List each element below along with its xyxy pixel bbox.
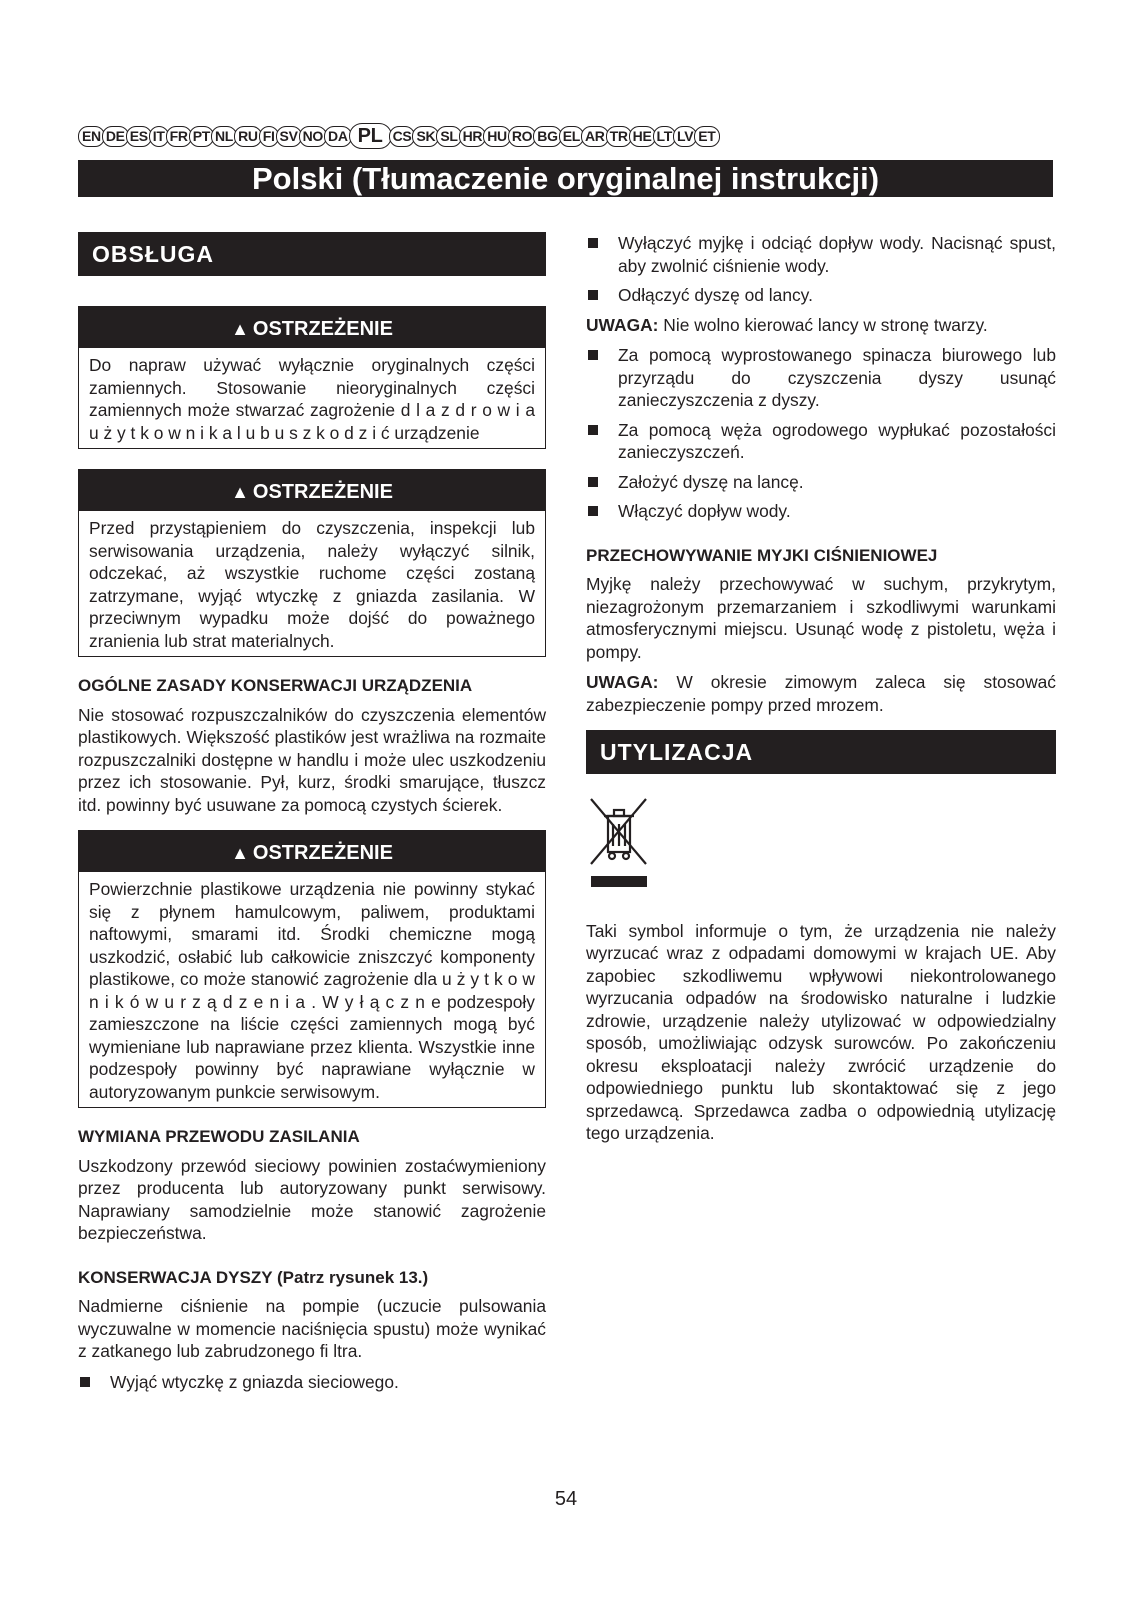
language-badge-en: EN	[78, 126, 105, 147]
language-badge-hu: HU	[483, 126, 511, 147]
language-badge-nl: NL	[211, 126, 237, 147]
language-badge-de: DE	[102, 126, 129, 147]
language-badge-fr: FR	[166, 126, 192, 147]
bullet-square-icon	[588, 350, 598, 360]
heading-power-cord: WYMIANA PRZEWODU ZASILANIA	[78, 1127, 360, 1146]
warning-text: Do napraw używać wyłącznie oryginalnych części zamiennych. Stosowanie nieoryginalnych części zamiennych może stwarzać zagrożenie d l a z d r o w i a u ż y t k o w n i k a l u b u s z k o d z i ć urządzenie	[89, 355, 535, 443]
language-badge-bg: BG	[533, 126, 561, 147]
list-item: Za pomocą węża ogrodowego wypłukać pozostałości zanieczyszczeń.	[586, 419, 1056, 464]
heading-nozzle-maintenance: KONSERWACJA DYSZY (Patrz rysunek 13.)	[78, 1267, 429, 1287]
heading-storage: PRZECHOWYWANIE MYJKI CIŚNIENIOWEJ	[586, 545, 938, 565]
list-item: Odłączyć dyszę od lancy.	[586, 284, 1056, 307]
warning-box-cleaning	[78, 469, 546, 657]
bullet-square-icon	[588, 290, 598, 300]
warning-text: Przed przystąpieniem do czyszczenia, inspekcji lub serwisowania urządzenia, należy wyłączyć silnik, odczekać, aż wszystkie ruchome części zostaną zatrzymane, wyjąć wtyczkę z gniazda zasilania. W przeciwnym wypadku może dojść do poważnego zranienia lub strat materialnych.	[89, 518, 535, 651]
paragraph-nozzle-maintenance: Nadmierne ciśnienie na pompie (uczucie pulsowania wyczuwalne w momencie naciśnięcia spustu) może wynikać z zatkanego lub zabrudzonego fi ltra.	[78, 1296, 546, 1361]
paragraph-storage: Myjkę należy przechowywać w suchym, przykrytym, niezagrożonym przemarzaniem i szkodliwymi warunkami atmosferycznymi miejscu. Usunąć wodę z pistoletu, węża i pompy.	[586, 574, 1056, 662]
warning-text: Powierzchnie plastikowe urządzenia nie powinny stykać się z płynem hamulcowym, paliwem, produktami naftowymi, smarami itd. Środki chemiczne mogą uszkodzić, osłabić lub całkowicie zniszczyć komponenty plastikowe, co może stanowić zagrożenie dla u ż y t k o w n i k ó w u r z ą d z e n i a . W y ł ą c z n e podzespoły zamieszczone na liście części zamiennych mogą być wymieniane lub naprawiane przez klienta. Wszystkie inne podzespoły powinny być naprawiane wyłącznie w autoryzowanym punkcie serwisowym.	[89, 879, 535, 1102]
warning-triangle-icon: ▲	[231, 843, 249, 863]
language-badge-es: ES	[126, 126, 152, 147]
warning-title: OSTRZEŻENIE	[252, 318, 393, 340]
warning-title: OSTRZEŻENIE	[252, 842, 393, 864]
note-face-warning: UWAGA: Nie wolno kierować lancy w stronę twarzy.	[586, 314, 988, 335]
warning-box-plastics	[78, 830, 546, 1108]
note-winter: UWAGA: W okresie zimowym zaleca się stosować zabezpieczenie pompy przed mrozem.	[586, 672, 1056, 715]
language-badge-tr: TR	[606, 126, 632, 147]
paragraph-disposal: Taki symbol informuje o tym, że urządzenia nie należy wyrzucać wraz z odpadami domowymi w krajach UE. Aby zapobiec szkodliwemu wpływowi niekontrolowanego wyrzucania odpadów na środowisko naturalne i ludzkie zdrowie, urządzenie należy utylizować w odpowiedzialny sposób, umożliwiając odzysk surowców. Po zakończeniu okresu eksploatacji należy zwrócić urządzenie do odpowiedniego punktu lub skontaktować się z jego sprzedawcą. Sprzedawca zadba o odpowiednią utylizację tego urządzenia.	[586, 920, 1056, 1143]
warning-header	[79, 831, 545, 872]
bullet-square-icon	[588, 425, 598, 435]
language-badge-sv: SV	[276, 126, 302, 147]
warning-title: OSTRZEŻENIE	[252, 481, 393, 503]
list-item: Wyłączyć myjkę i odciąć dopływ wody. Nacisnąć spust, aby zwolnić ciśnienie wody.	[586, 232, 1056, 277]
paragraph-power-cord: Uszkodzony przewód sieciowy powinien zostaćwymieniony przez producenta lub autoryzowany punkt serwisowy. Naprawiany samodzielnie może stanowić zagrożenie bezpieczeństwa.	[78, 1155, 546, 1243]
paragraph-general-maintenance: Nie stosować rozpuszczalników do czyszczenia elementów plastikowych. Większość plastików jest wrażliwa na rozmaite rozpuszczalniki dostępne w handlu i może ulec uszkodzeniu przez ich stosowanie. Pył, kurz, środki smarujące, tłuszcz itd. powinny być usuwane za pomocą czystych ścierek.	[78, 704, 546, 815]
language-badge-cs: CS	[389, 126, 416, 147]
section-heading-operation: OBSŁUGA	[78, 232, 546, 276]
language-badge-pt: PT	[189, 126, 214, 147]
language-badge-sl: SL	[436, 126, 461, 147]
bullet-square-icon	[80, 1377, 90, 1387]
language-badge-et: ET	[694, 126, 719, 147]
page-number: 54	[554, 1488, 578, 1510]
list-item: Założyć dyszę na lancę.	[586, 471, 1056, 494]
left-column	[78, 232, 546, 1400]
bullet-square-icon	[588, 238, 598, 248]
language-badge-ar: AR	[581, 126, 609, 147]
list-item: Za pomocą wyprostowanego spinacza biurowego lub przyrządu do czyszczenia dyszy usunąć zanieczyszczenia z dyszy.	[586, 344, 1056, 412]
section-heading-disposal: UTYLIZACJA	[586, 730, 1056, 774]
warning-triangle-icon: ▲	[231, 319, 249, 339]
language-badge-hr: HR	[459, 126, 487, 147]
weee-crossed-bin-icon	[588, 796, 1056, 898]
warning-box-parts	[78, 306, 546, 449]
heading-general-maintenance: OGÓLNE ZASADY KONSERWACJI URZĄDZENIA	[78, 676, 473, 695]
language-badge-da: DA	[324, 126, 352, 147]
language-badge-pl: PL	[349, 123, 392, 149]
language-badge-el: EL	[559, 126, 584, 147]
bullet-square-icon	[588, 477, 598, 487]
warning-header	[79, 470, 545, 511]
language-badge-ro: RO	[508, 126, 536, 147]
language-badge-no: NO	[299, 126, 327, 147]
bullet-square-icon	[588, 506, 598, 516]
list-item: Wyjąć wtyczkę z gniazda sieciowego.	[78, 1371, 546, 1394]
language-badge-lt: LT	[653, 126, 676, 147]
warning-header	[79, 307, 545, 348]
warning-triangle-icon: ▲	[231, 482, 249, 502]
language-badge-it: IT	[149, 126, 169, 147]
page-title: Polski (Tłumaczenie oryginalnej instrukcji)	[78, 160, 1053, 197]
right-column	[586, 232, 1056, 1145]
language-badge-lv: LV	[673, 126, 697, 147]
language-selector	[78, 123, 1058, 149]
language-badge-ru: RU	[234, 126, 262, 147]
language-badge-sk: SK	[412, 126, 439, 147]
language-badge-he: HE	[629, 126, 656, 147]
language-badge-fi: FI	[259, 126, 279, 147]
list-item: Włączyć dopływ wody.	[586, 500, 1056, 523]
